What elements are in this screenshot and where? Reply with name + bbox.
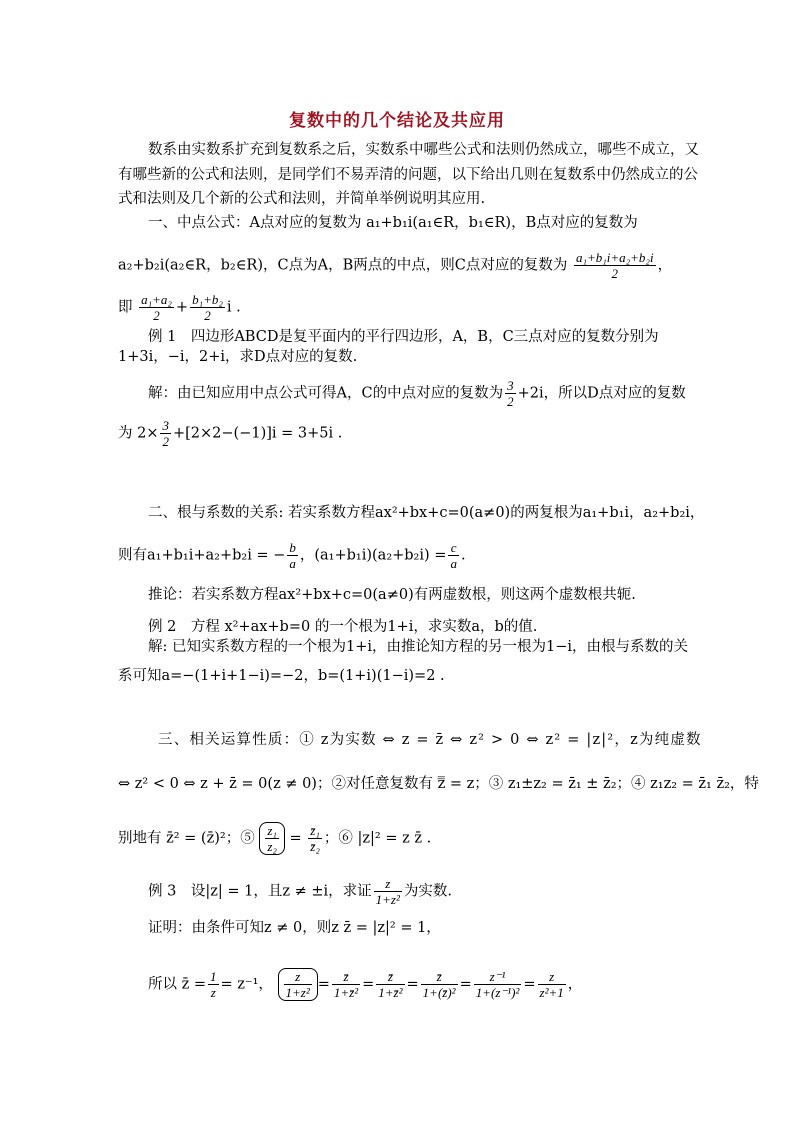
section1-line-2: a₂+b₂i(a₂∈R，b₂∈R)，C点为A，B两点的中点，则C点对应的复数为 $\frac{\text{a₁+b₁i+a₂+b₂i}}{2}$ ， [118, 250, 673, 281]
section2-line-1: 二、根与系数的关系: 若实系数方程ax²+bx+c=0(a≠0)的两复根为a₁+b₁i，a₂+b₂i， [148, 505, 705, 521]
vieta-sum-fraction: $\frac{b}{a}$ [289, 540, 296, 571]
example1-line-1: 例 1 四边形ABCD是复平面内的平行四边形，A，B，C三点对应的复数分别为 [148, 329, 659, 345]
solution1-fraction-2: $\frac{3}{2}$ [162, 418, 169, 449]
section2-line-2: 则有a₁+b₁i+a₂+b₂i = − $\frac{b}{a}$ ，(a₁+b₁i)(a₂+b₂i) = $\frac{c}{a}$ . [118, 540, 466, 571]
example3-fraction: $\frac{z}{\text{1+z²}}$ [375, 876, 400, 907]
corollary: 推论：若实系数方程ax²+bx+c=0(a≠0)有两虚数根，则这两个虚数根共轭. [148, 587, 636, 603]
section3-line-3: 别地有 z̄² = (z̄)²；⑤ $\frac{\text{z₁}}{\text{z₂}}$ = $\frac{\text{z̄₁}}{\text{z̄₂}}$ ；⑥ |z|² = z z̄ . [118, 823, 432, 854]
example1-line-2: 1+3i，−i，2+i，求D点对应的复数. [118, 349, 358, 365]
solution2-line-2: 系可知a=−(1+i+1−i)=−2，b=(1+i)(1−i)=2 . [118, 668, 445, 684]
solution1-line-2: 为 2× $\frac{3}{2}$ +[2×2−(−1)]i = 3+5i . [118, 418, 343, 449]
proof-line: 证明：由条件可知z ≠ 0，则z z̄ = |z|² = 1， [148, 920, 441, 936]
intro-line-2: 有哪些新的公式和法则，是同学们不易弄清的问题，以下给出几则在复数系中仍然成立的公 [118, 167, 698, 183]
midpoint-fraction: $\frac{\text{a₁+b₁i+a₂+b₂i}}{2}$ [575, 250, 654, 281]
solution2-line-1: 解: 已知实系数方程的一个根为1+i，由推论知方程的另一根为1−i，由根与系数的关 [148, 639, 689, 655]
section1-line-3: 即 $\frac{\text{a₁+a₂}}{2}$ + $\frac{\text{b₁+b₂}}{2}$ i . [118, 292, 241, 323]
conjugate-quotient-box: $\frac{\text{z₁}}{\text{z₂}}$ [259, 822, 285, 855]
imag-part-fraction: $\frac{\text{b₁+b₂}}{2}$ [192, 292, 223, 323]
proof-final-line: 所以 z̄ = $\frac{1}{z}$ = z⁻¹， $\frac{z}{\text{1+z²}}$ = $\frac{z̄}{\text{1+z̄²}}$ = $\frac{z̄}{\text{1+z̄²}}$ = $\frac{z̄}{\text{1+(z̄)²}}$ = $\frac{\text{z⁻¹}}{\text{1+(z⁻¹)²}}$ = $\frac{z}{\text{z²+1}}$ ， [148, 969, 583, 1000]
section3-line-1: 三、相关运算性质：① z为实数 ⇔ z = z̄ ⇔ z² > 0 ⇔ z² = |z|²，z为纯虚数 [158, 732, 702, 748]
conjugate-quotient-fraction: $\frac{\text{z̄₁}}{\text{z̄₂}}$ [310, 823, 320, 854]
page-title: 复数中的几个结论及共应用 [289, 111, 505, 131]
example3: 例 3 设|z| = 1，且z ≠ ±i，求证 $\frac{z}{\text{1+z²}}$ 为实数. [148, 876, 452, 907]
section3-line-2: ⇔ z² < 0 ⇔ z + z̄ = 0(z ≠ 0)；②对任意复数有 z̿ = z；③ z₁±z₂ = z̄₁ ± z̄₂；④ z₁z₂ = z̄₁ z̄₂，特 [118, 776, 759, 792]
real-part-fraction: $\frac{\text{a₁+a₂}}{2}$ [141, 292, 172, 323]
intro-line-3: 式和法则及几个新的公式和法则，并简单举例说明其应用. [118, 191, 486, 207]
section1-line-1: 一、中点公式：A点对应的复数为 a₁+b₁i(a₁∈R，b₁∈R)，B点对应的复数为 [148, 215, 638, 231]
solution1-fraction: $\frac{3}{2}$ [507, 378, 514, 409]
solution1-line-1: 解：由已知应用中点公式可得A，C的中点对应的复数为 $\frac{3}{2}$ +2i，所以D点对应的复数 [148, 378, 686, 409]
intro-line-1: 数系由实数系扩充到复数系之后，实数系中哪些公式和法则仍然成立，哪些不成立，又 [148, 142, 699, 158]
vieta-product-fraction: $\frac{c}{a}$ [450, 540, 457, 571]
example2: 例 2 方程 x²+ax+b=0 的一个根为1+i，求实数a，b的值. [148, 619, 538, 635]
